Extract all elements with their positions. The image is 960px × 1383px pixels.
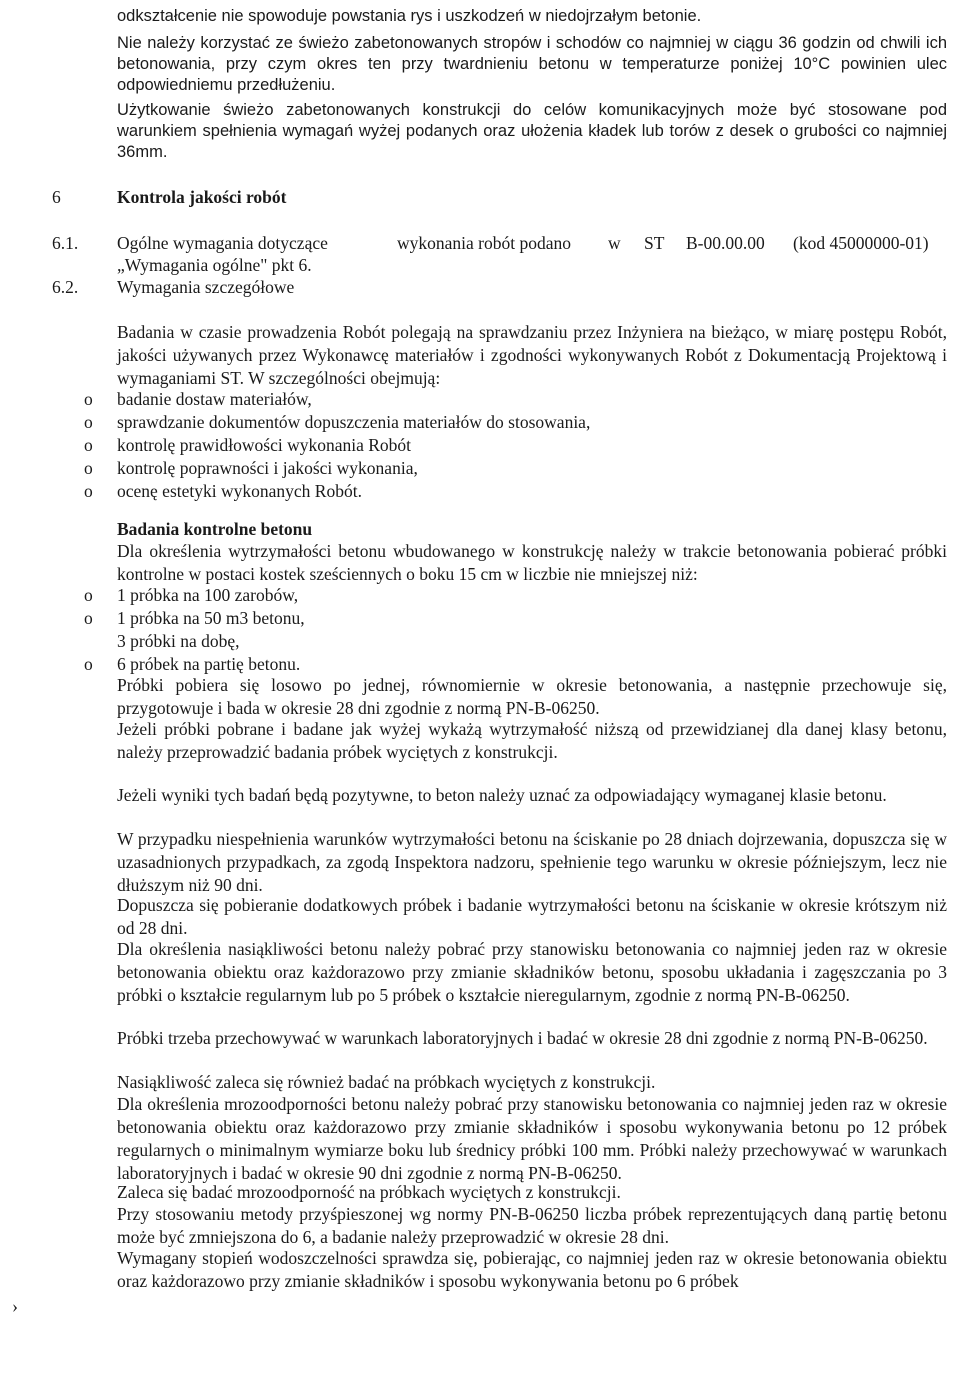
paragraph-dodatkowe: Dopuszcza się pobieranie dodatkowych próbek i badanie wytrzymałości betonu na ściskanie w okresie krótszym niż od 28 dni. [117, 895, 947, 938]
paragraph-stropy: Nie należy korzystać ze świeżo zabetonowanych stropów i schodów co najmniej w ciągu 36 godzin od chwili ich betonowania, przy czym okres ten przy twardnieniu betonu w temperaturze poniżej 10°C powinien ulec odpowiedniemu przedłużeniu. [117, 34, 947, 94]
subsection-number-6-1: 6.1. [52, 233, 79, 253]
kontrolne-list [0, 584, 960, 676]
s61-text-b: wykonania robót podano [397, 233, 571, 253]
bullet: o [84, 412, 93, 432]
list-item-text: 1 próbka na 50 m3 betonu, [117, 608, 305, 628]
list-item-text: ocenę estetyki wykonanych Robót. [117, 481, 362, 501]
list-item-text: sprawdzanie dokumentów dopuszczenia materiałów do stosowania, [117, 412, 591, 432]
kontrolne-intro: Dla określenia wytrzymałości betonu wbudowanego w konstrukcję należy w trakcie betonowania pobierać próbki kontrolne w postaci kostek sześciennych o boku 15 cm w liczbie nie mniejszej niż: [117, 541, 947, 584]
bullet: o [84, 389, 93, 409]
paragraph-niespelnienie: W przypadku niespełnienia warunków wytrzymałości betonu na ściskanie po 28 dniach dojrzewania, dopuszcza się w uzasadnionych przypadkach, za zgodą Inspektora nadzoru, spełnienie tego warunku w okresie późniejszym, lecz nie dłuższym niż 90 dni. [117, 829, 947, 895]
list-item-text: 3 próbki na dobę, [117, 631, 240, 651]
bullet: o [84, 481, 93, 501]
list-item [0, 584, 960, 607]
badania-list [0, 388, 960, 503]
bullet: o [84, 435, 93, 455]
list-item [0, 457, 960, 480]
subsection-number-6-2: 6.2. [52, 277, 79, 297]
list-item-text: kontrolę prawidłowości wykonania Robót [117, 435, 412, 455]
list-item [0, 388, 960, 411]
paragraph-pobieranie: Próbki pobiera się losowo po jednej, równomiernie w okresie betonowania, a następnie przechowuje się, przygotowuje i bada w okresie 28 dni zgodnie z normą PN-B-06250. [117, 675, 947, 718]
bullet: o [84, 654, 93, 674]
s61-text-e: B-00.00.00 [686, 233, 765, 253]
paragraph-nasiakliwosc: Dla określenia nasiąkliwości betonu należy pobrać przy stanowisku betonowania co najmniej jeden raz w okresie betonowania obiektu oraz każdorazowo przy zmianie składników betonu, sposobu układania i zagęszczania po 3 próbki o kształcie regularnym lub po 5 próbek o kształcie nieregularnym, zgodnie z normą PN-B-06250. [117, 939, 947, 1005]
s61-text-f: (kod 45000000-01) [793, 233, 929, 253]
subsection-6-1-line [117, 232, 947, 255]
paragraph-uzytkowanie: Użytkowanie świeżo zabetonowanych konstrukcji do celów komunikacyjnych może być stosowane pod warunkiem spełnienia wymagań wyżej podanych oraz ułożenia kładek lub torów z desek o grubości co najmniej 36mm. [117, 101, 947, 161]
list-item [0, 480, 960, 503]
paragraph-wodoszczelnosc: Wymagany stopień wodoszczelności sprawdza się, pobierając, co najmniej jeden raz w okresie betonowania obiektu oraz każdorazowo przy zmianie składników i sposobu wykonywania betonu po 6 próbek [117, 1248, 947, 1291]
list-item-text: kontrolę poprawności i jakości wykonania, [117, 458, 418, 478]
s61-text-a: Ogólne wymagania dotyczące [117, 233, 328, 253]
list-item [0, 434, 960, 457]
list-item [0, 653, 960, 676]
kontrolne-heading: Badania kontrolne betonu [117, 519, 313, 539]
list-item [0, 630, 960, 653]
paragraph-metoda-przyspieszona: Przy stosowaniu metody przyśpieszonej wg normy PN-B-06250 liczba próbek reprezentujących daną partię betonu może być zmniejszona do 6, a badanie należy przeprowadzić w okresie 28 dni. [117, 1204, 947, 1247]
subsection-6-1-line2: „Wymagania ogólne" pkt 6. [117, 255, 312, 275]
margin-mark: › [12, 1296, 18, 1316]
paragraph-wytrzymalosc: Jeżeli próbki pobrane i badane jak wyżej wykażą wytrzymałość niższą od przewidzianej dla danej klasy betonu, należy przeprowadzić badania próbek wyciętych z konstrukcji. [117, 719, 947, 762]
list-item [0, 607, 960, 630]
bullet: o [84, 458, 93, 478]
paragraph-mrozoodpornosc: Dla określenia mrozoodporności betonu należy pobrać przy stanowisku betonowania co najmniej jeden raz w okresie betonowania obiektu oraz każdorazowo przy zmianie składników i sposobu wykonywania betonu po 12 próbek regularnych o minimalnym wymiarze boku lub średnicy próbki 100 mm. Próbki należy przechowywać w warunkach laboratoryjnych i badać w okresie 90 dni zgodnie z normą PN-B-06250. [117, 1094, 947, 1183]
bullet: o [84, 608, 93, 628]
list-item-text: 6 próbek na partię betonu. [117, 654, 301, 674]
intro-line: odkształcenie nie spowoduje powstania rys i uszkodzeń w niedojrzałym betonie. [117, 7, 702, 25]
paragraph-przechowywanie: Próbki trzeba przechowywać w warunkach laboratoryjnych i badać w okresie 28 dni zgodnie z normą PN-B-06250. [117, 1028, 928, 1048]
badania-intro: Badania w czasie prowadzenia Robót polegają na sprawdzaniu przez Inżyniera na bieżąco, w miarę postępu Robót, jakości używanych przez Wykonawcę materiałów i zgodności wykonywanych Robót z Dokumentacją Projektową i wymaganiami ST. W szczególności obejmują: [117, 322, 947, 388]
s61-text-d: ST [644, 233, 665, 253]
bullet: o [84, 585, 93, 605]
section-number: 6 [52, 187, 61, 207]
paragraph-mrozoodpornosc-wyciete: Zaleca się badać mrozoodporność na próbkach wyciętych z konstrukcji. [117, 1182, 621, 1202]
paragraph-nasiakliwosc-wyciete: Nasiąkliwość zaleca się również badać na próbkach wyciętych z konstrukcji. [117, 1072, 656, 1092]
s61-text-c: w [608, 233, 621, 253]
paragraph-wyniki: Jeżeli wyniki tych badań będą pozytywne, to beton należy uznać za odpowiadający wymaganej klasie betonu. [117, 785, 887, 805]
list-item-text: badanie dostaw materiałów, [117, 389, 312, 409]
list-item-text: 1 próbka na 100 zarobów, [117, 585, 299, 605]
subsection-6-2-title: Wymagania szczegółowe [117, 277, 295, 297]
section-title: Kontrola jakości robót [117, 187, 287, 207]
list-item [0, 411, 960, 434]
